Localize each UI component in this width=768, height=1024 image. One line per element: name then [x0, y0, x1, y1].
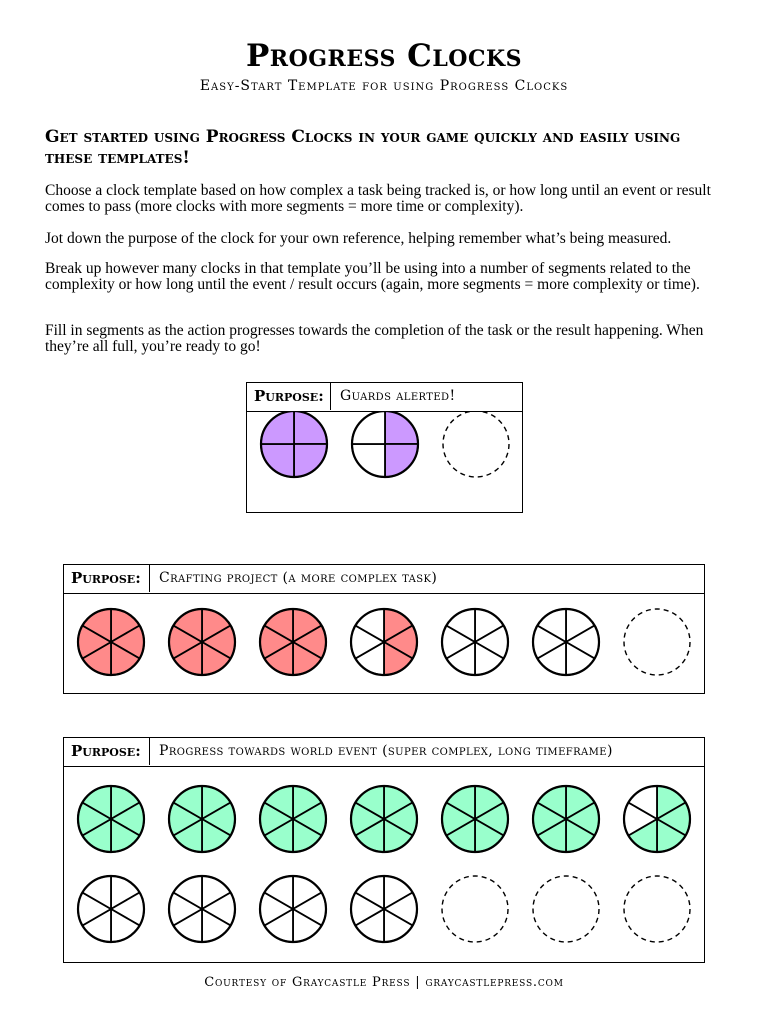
- purpose-label: Purpose:: [64, 738, 150, 765]
- empty-clock-slot[interactable]: [624, 876, 690, 942]
- dashed-clock-outline: [533, 876, 599, 942]
- progress-clock[interactable]: [261, 412, 327, 477]
- clock-panel-world-event: [63, 737, 705, 963]
- purpose-label: Purpose:: [64, 565, 150, 592]
- dashed-clock-outline: [624, 876, 690, 942]
- progress-clock[interactable]: [624, 786, 690, 852]
- dashed-clock-outline: [443, 412, 509, 477]
- progress-clock[interactable]: [169, 876, 235, 942]
- purpose-field[interactable]: Guards alerted!: [340, 388, 456, 404]
- progress-clock[interactable]: [260, 876, 326, 942]
- progress-clock[interactable]: [169, 786, 235, 852]
- section-heading: Get started using Progress Clocks in your game quickly and easily using these templates!: [45, 127, 681, 168]
- purpose-label: Purpose:: [247, 383, 331, 410]
- paragraph-fill-segments: Fill in segments as the action progresses towards the completion of the task or the result happening. When they’re all full, you’re ready to go!: [45, 322, 704, 355]
- dashed-clock-outline: [624, 609, 690, 675]
- paragraph-choose-template: Choose a clock template based on how complex a task being tracked is, or how long until an event or result comes to pass (more clocks with more segments = more time or complexity).: [45, 182, 711, 215]
- panel-header: [64, 738, 704, 767]
- page-footer: Courtesy of Graycastle Press | graycastlepress.com: [204, 975, 564, 990]
- empty-clock-slot[interactable]: [442, 876, 508, 942]
- paragraph-jot-purpose: Jot down the purpose of the clock for your own reference, helping remember what’s being measured.: [45, 230, 672, 247]
- progress-clock[interactable]: [169, 609, 235, 675]
- panel-header: [247, 383, 522, 412]
- page-subtitle: Easy-Start Template for using Progress Clocks: [199, 78, 569, 94]
- progress-clock[interactable]: [351, 876, 417, 942]
- progress-clock[interactable]: [352, 412, 418, 477]
- clock-grid: [64, 767, 703, 961]
- purpose-field[interactable]: Progress towards world event (super complex, long timeframe): [159, 743, 613, 759]
- paragraph-break-segments: Break up however many clocks in that template you’ll be using into a number of segments related to the complexity or how long until the event / result occurs (again, more segments = more complexity or time).: [45, 260, 700, 293]
- progress-clock[interactable]: [260, 786, 326, 852]
- clock-panel-guards: [246, 382, 523, 513]
- dashed-clock-outline: [442, 876, 508, 942]
- progress-clock[interactable]: [442, 609, 508, 675]
- progress-clock[interactable]: [351, 786, 417, 852]
- clock-grid: [247, 412, 521, 512]
- empty-clock-slot[interactable]: [443, 412, 509, 477]
- purpose-field[interactable]: Crafting project (a more complex task): [159, 570, 438, 586]
- progress-clock[interactable]: [260, 609, 326, 675]
- progress-clock[interactable]: [533, 786, 599, 852]
- progress-clock[interactable]: [351, 609, 417, 675]
- panel-header: [64, 565, 704, 594]
- clock-panel-crafting: [63, 564, 705, 694]
- progress-clock[interactable]: [78, 786, 144, 852]
- page-title: Progress Clocks: [245, 38, 522, 74]
- progress-clock[interactable]: [442, 786, 508, 852]
- clock-grid: [64, 594, 703, 692]
- progress-clock[interactable]: [78, 609, 144, 675]
- empty-clock-slot[interactable]: [624, 609, 690, 675]
- progress-clock[interactable]: [78, 876, 144, 942]
- empty-clock-slot[interactable]: [533, 876, 599, 942]
- progress-clock[interactable]: [533, 609, 599, 675]
